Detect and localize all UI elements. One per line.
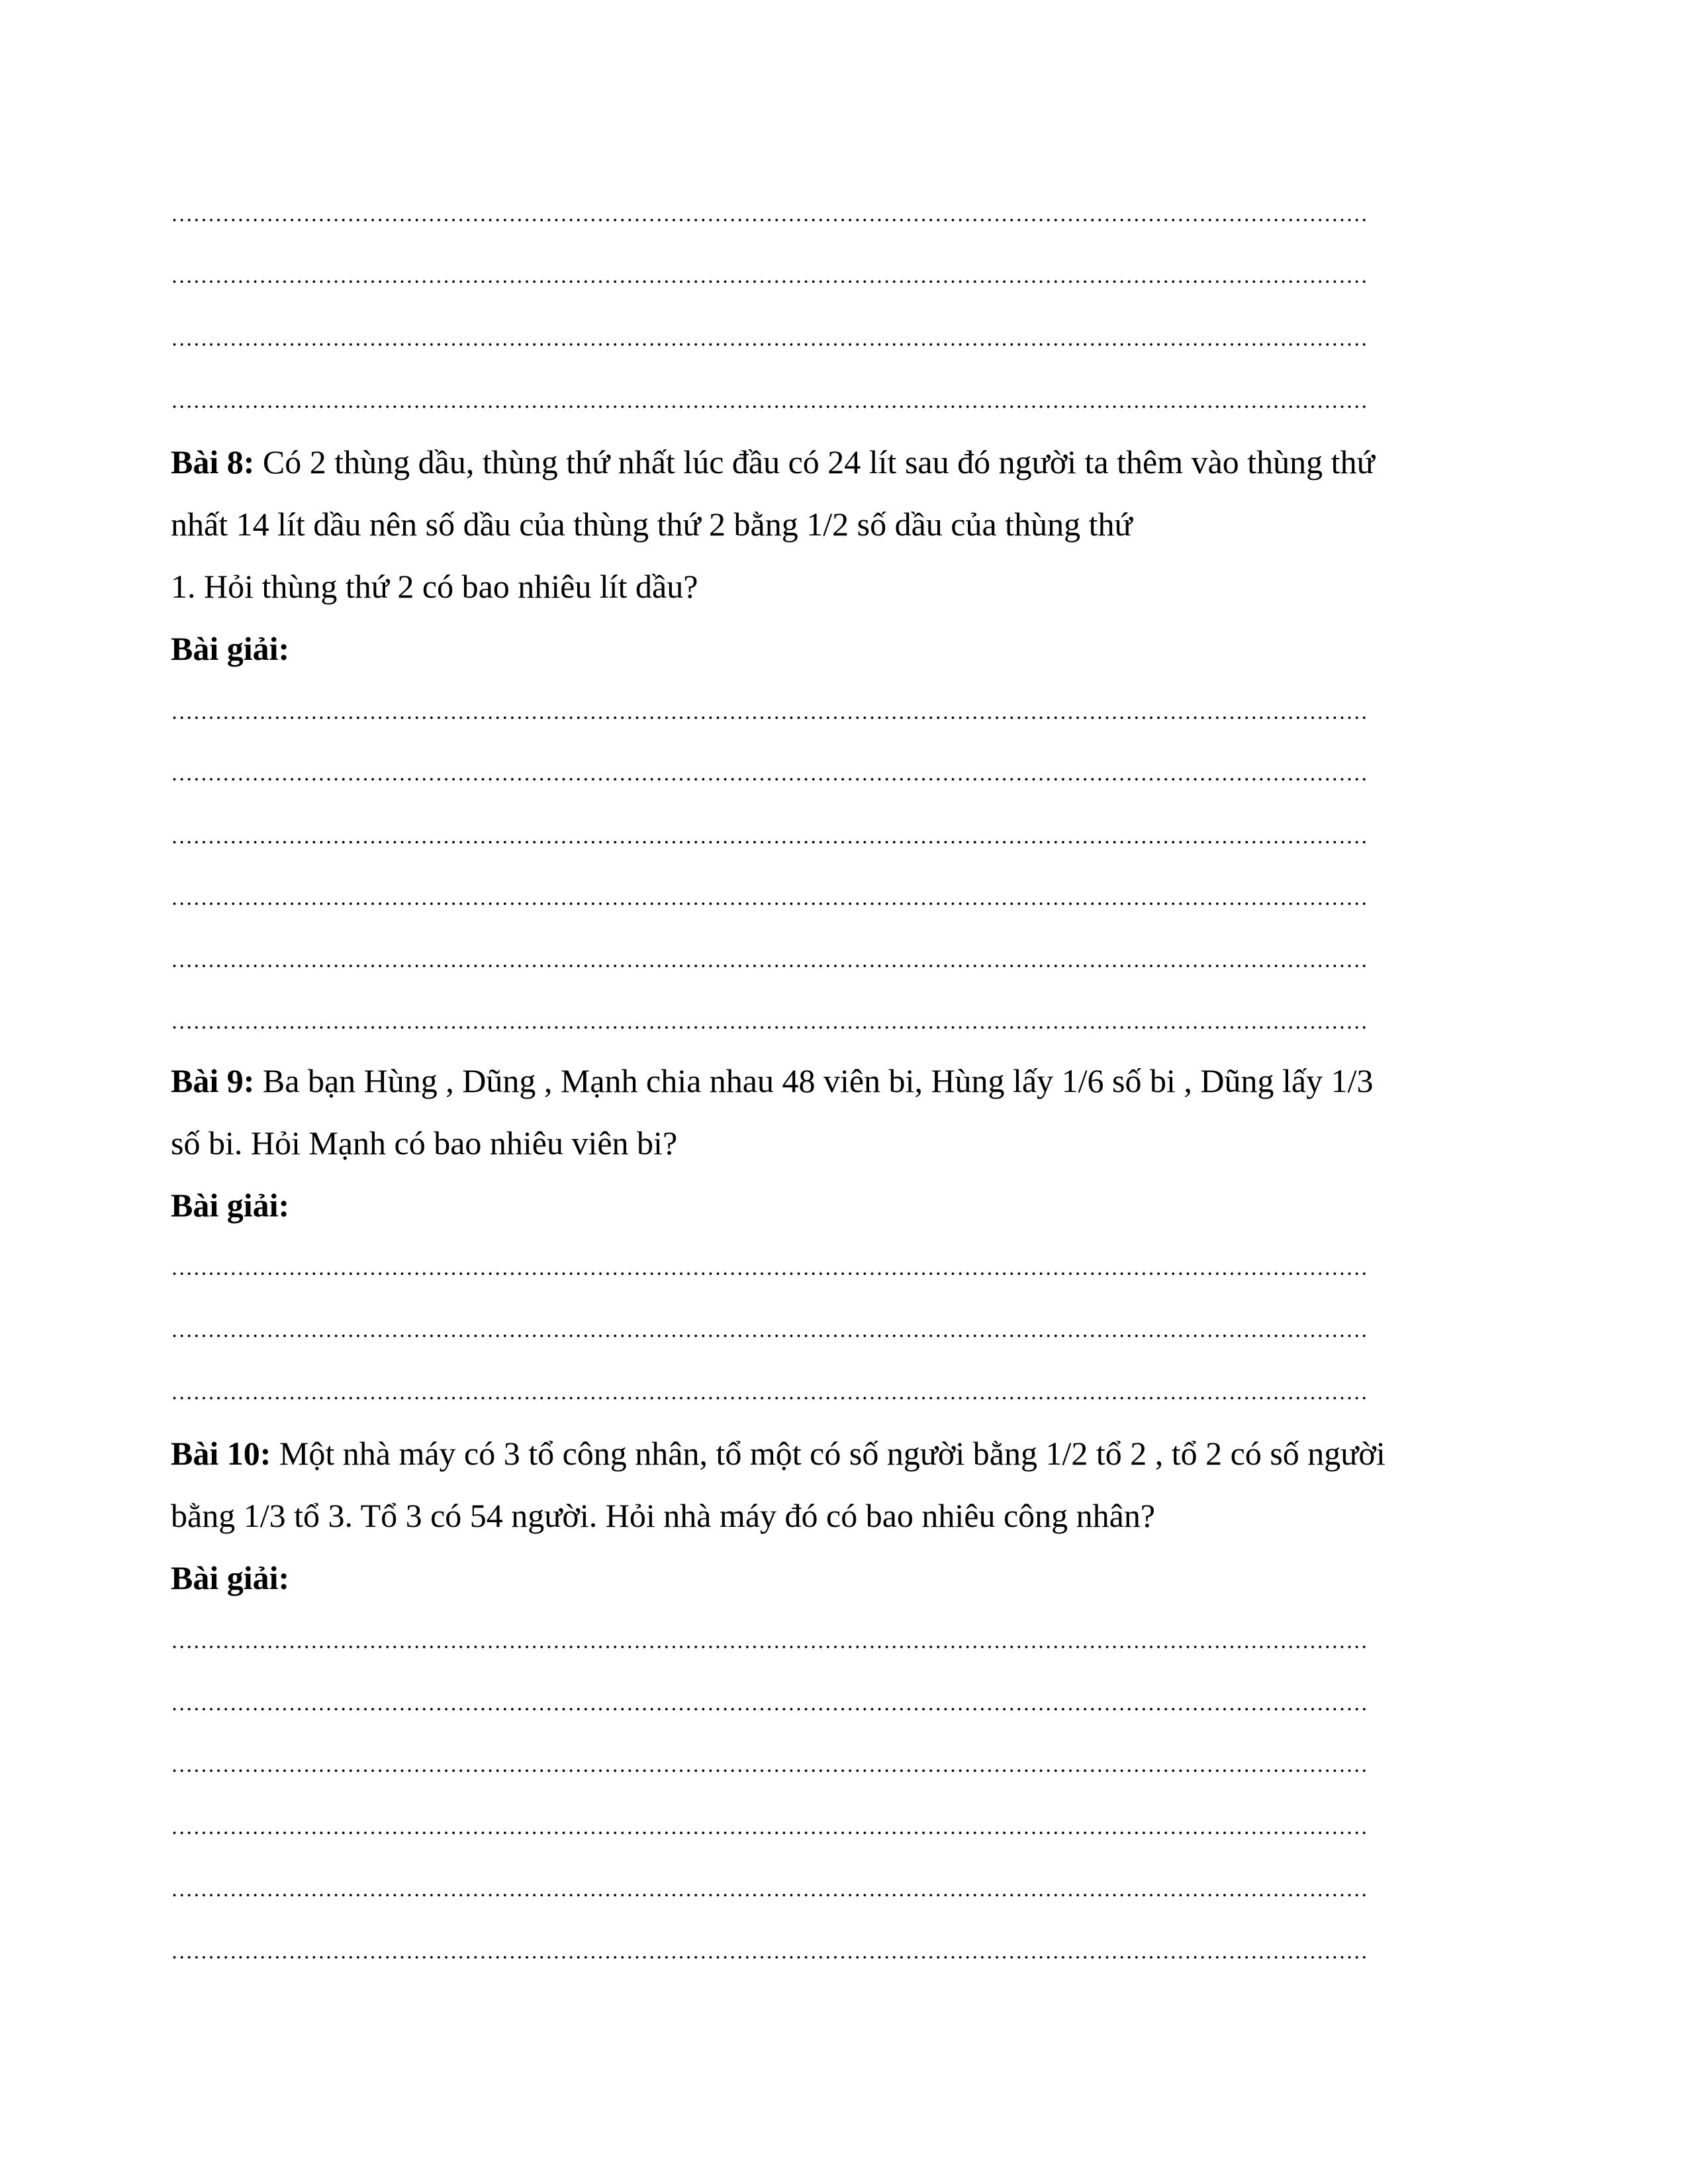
answer-line (171, 1026, 1366, 1029)
answer-line (171, 1769, 1366, 1772)
answer-line (171, 218, 1366, 222)
exercise-10-solution-label: Bài giải: (171, 1559, 290, 1596)
exercise-8-line-1 (171, 442, 1508, 482)
answer-line (171, 280, 1366, 283)
exercise-8-line-3: 1. Hỏi thùng thứ 2 có bao nhiêu lít dầu? (171, 568, 698, 605)
answer-line (171, 1893, 1366, 1897)
answer-line (171, 1272, 1366, 1275)
answer-line (171, 902, 1366, 905)
answer-line (171, 841, 1366, 844)
answer-line (171, 778, 1366, 781)
exercise-10-line-1 (171, 1433, 1508, 1473)
answer-line (171, 405, 1366, 408)
answer-line (171, 1645, 1366, 1649)
exercise-8-solution-label: Bài giải: (171, 630, 290, 667)
exercise-9-label: Bài 9: (171, 1062, 255, 1099)
answer-line (171, 1396, 1366, 1400)
exercise-10-line-2: bằng 1/3 tổ 3. Tổ 3 có 54 người. Hỏi nhà máy đó có bao nhiêu công nhân? (171, 1497, 1156, 1534)
answer-line (171, 343, 1366, 346)
exercise-9-line-2: số bi. Hỏi Mạnh có bao nhiêu viên bi? (171, 1124, 678, 1161)
answer-line (171, 1831, 1366, 1835)
exercise-8-text: Có 2 thùng dầu, thùng thứ nhất lúc đầu có 24 lít sau đó người ta thêm vào thùng thứ (254, 443, 1375, 480)
exercise-9-solution-label: Bài giải: (171, 1187, 290, 1224)
exercise-9-line-1 (171, 1061, 1508, 1101)
answer-line (171, 716, 1366, 719)
exercise-8-line-2: nhất 14 lít dầu nên số dầu của thùng thứ 2 bằng 1/2 số dầu của thùng thứ (171, 506, 1133, 543)
exercise-10-text: Một nhà máy có 3 tổ công nhân, tổ một có số người bằng 1/2 tổ 2 , tổ 2 có số người (271, 1435, 1385, 1472)
answer-line (171, 1707, 1366, 1711)
exercise-8-label: Bài 8: (171, 443, 255, 480)
answer-line (171, 1334, 1366, 1338)
exercise-10-label: Bài 10: (171, 1435, 271, 1472)
answer-line (171, 964, 1366, 968)
exercise-9-text: Ba bạn Hùng , Dũng , Mạnh chia nhau 48 viên bi, Hùng lấy 1/6 số bi , Dũng lấy 1/3 (254, 1062, 1374, 1099)
answer-line (171, 1956, 1366, 1959)
